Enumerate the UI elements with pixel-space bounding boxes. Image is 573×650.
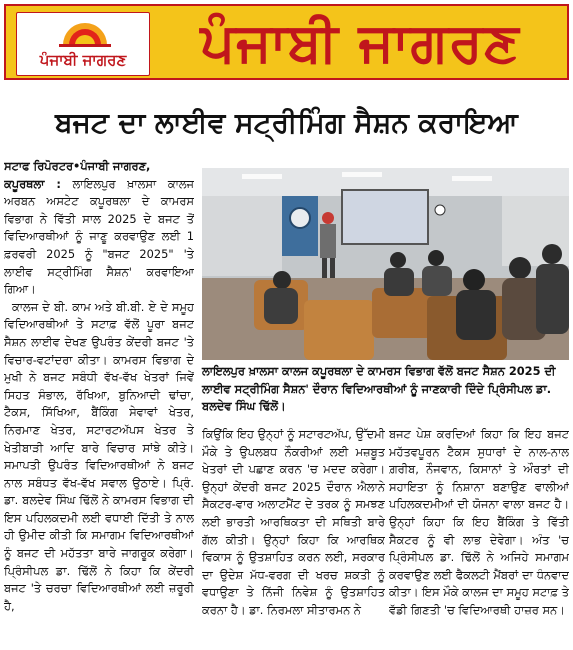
article-column-3 <box>389 426 569 648</box>
photo-caption: ਲਾਇਲਪੁਰ ਖ਼ਾਲਸਾ ਕਾਲਜ ਕਪੂਰਥਲਾ ਦੇ ਕਾਮਰਸ ਵਿਭਾਗ ਵੱਲੋਂ ਬਜਟ ਸੈਸ਼ਨ 2025 ਦੀ ਲਾਈਵ ਸਟ੍ਰੀਮਿੰਗ ਸੈਸ਼ਨ' ਦੌਰਾਨ ਵਿਦਿਆਰਥੀਆਂ ਨੂੰ ਜਾਣਕਾਰੀ ਦਿੰਦੇ ਪ੍ਰਿੰਸੀਪਲ ਡਾ. ਬਲਦੇਵ ਸਿੰਘ ਢਿੱਲੋਂ। <box>202 364 556 413</box>
lecture-hall-illustration <box>202 168 569 360</box>
first-paragraph <box>4 176 194 299</box>
event-photo <box>202 168 569 360</box>
byline: ਸਟਾਫ ਰਿਪੋਰਟਰ•ਪੰਜਾਬੀ ਜਾਗਰਣ, <box>4 159 151 173</box>
article-column-2 <box>202 426 385 648</box>
article-column-1 <box>4 158 194 648</box>
masthead <box>4 4 569 80</box>
article-headline: ਬਜਟ ਦਾ ਲਾਈਵ ਸਟ੍ਰੀਮਿੰਗ ਸੈਸ਼ਨ ਕਰਾਇਆ <box>55 106 518 139</box>
rising-sun-icon <box>59 17 111 47</box>
newspaper-title: ਪੰਜਾਬੀ ਜਾਗਰਣ <box>200 11 520 74</box>
logo <box>16 12 150 76</box>
dateline: ਕਪੂਰਥਲਾ : <box>4 176 61 191</box>
column-3-text: ਬਜਟ ਪੇਸ਼ ਕਰਦਿਆਂ ਕਿਹਾ ਕਿ ਇਹ ਬਜਟ ਮਹੱਤਵਪੂਰਨ ਟੈਕਸ ਸੁਧਾਰਾਂ ਦੇ ਨਾਲ-ਨਾਲ ਗ਼ਰੀਬ, ਨੌਜਵਾਨ, ਕਿਸਾਨਾਂ ਤੇ ਔਰਤਾਂ ਦੀ ਸਹਾਇਤਾ ਨੂੰ ਨਿਸ਼ਾਨਾ ਬਣਾਉਣ ਵਾਲੀਆਂ ਪਹਿਲਕਦਮੀਆਂ ਦੀ ਯੋਜਨਾ ਵਾਲਾ ਬਜਟ ਹੈ। ਉਨ੍ਹਾਂ ਕਿਹਾ ਕਿ ਇਹ ਬੈਂਕਿੰਗ ਤੇ ਵਿੱਤੀ ਸੈਕਟਰ ਨੂੰ ਵੀ ਲਾਭ ਦੇਵੇਗਾ। ਅੰਤ 'ਚ ਪ੍ਰਿੰਸੀਪਲ ਡਾ. ਢਿੱਲੋਂ ਨੇ ਅਜਿਹੇ ਸਮਾਗਮ ਕਰਵਾਉਣ ਲਈ ਫੈਕਲਟੀ ਮੈਂਬਰਾਂ ਦਾ ਧੰਨਵਾਦ ਕੀਤਾ। ਇਸ ਮੌਕੇ ਕਾਲਜ ਦਾ ਸਮੂਹ ਸਟਾਫ਼ ਤੇ ਵੱਡੀ ਗਿਣਤੀ 'ਚ ਵਿਦਿਆਰਥੀ ਹਾਜ਼ਰ ਸਨ। <box>389 427 569 617</box>
logo-text: ਪੰਜਾਬੀ ਜਾਗਰਣ <box>39 51 127 69</box>
paragraph-1-text: ਲਾਇਲਪੁਰ ਖ਼ਾਲਸਾ ਕਾਲਜ ਅਰਬਨ ਅਸਟੇਟ ਕਪੂਰਥਲਾ ਦੇ ਕਾਮਰਸ ਵਿਭਾਗ ਨੇ ਵਿੱਤੀ ਸਾਲ 2025 ਦੇ ਬਜਟ ਤੋਂ ਵਿਦਿਆਰਥੀਆਂ ਨੂੰ ਜਾਣੂ ਕਰਵਾਉਣ ਲਈ 1 ਫ਼ਰਵਰੀ 2025 ਨੂੰ "ਬਜਟ 2025" 'ਤੇ ਲਾਈਵ ਸਟ੍ਰੀਮਿੰਗ ਸੈਸ਼ਨ' ਕਰਵਾਇਆ ਗਿਆ। <box>4 176 194 297</box>
column-2-text: ਕਿਉਂਕਿ ਇਹ ਉਨ੍ਹਾਂ ਨੂੰ ਸਟਾਰਟਅੱਪ, ਉੱਦਮੀ ਮੌਕੇ ਤੇ ਉਪਲਬਧ ਨੌਕਰੀਆਂ ਲਈ ਮਜ਼ਬੂਤ ਖੇਤਰਾਂ ਦੀ ਪਛਾਣ ਕਰਨ 'ਚ ਮਦਦ ਕਰੇਗਾ। ਉਨ੍ਹਾਂ ਕੇਂਦਰੀ ਬਜਟ 2025 ਦੌਰਾਨ ਐਲਾਨੇ ਸੈਕਟਰ-ਵਾਰ ਅਲਾਟਮੈਂਟ ਦੇ ਤਰਕ ਨੂੰ ਸਮਝਣ ਲਈ ਭਾਰਤੀ ਆਰਥਿਕਤਾ ਦੀ ਸਥਿਤੀ ਬਾਰੇ ਗੱਲ ਕੀਤੀ। ਉਨ੍ਹਾਂ ਕਿਹਾ ਕਿ ਆਰਥਿਕ ਵਿਕਾਸ ਨੂੰ ਉਤਸ਼ਾਹਿਤ ਕਰਨ ਲਈ, ਸਰਕਾਰ ਦਾ ਉਦੇਸ਼ ਮੱਧ-ਵਰਗ ਦੀ ਖਰਚ ਸ਼ਕਤੀ ਨੂੰ ਵਧਾਉਣਾ ਤੇ ਨਿੱਜੀ ਨਿਵੇਸ਼ ਨੂੰ ਉਤਸ਼ਾਹਿਤ ਕਰਨਾ ਹੈ। ਡਾ. ਨਿਰਮਲਾ ਸੀਤਾਰਮਨ ਨੇ <box>202 427 385 617</box>
paragraph-2: ਕਾਲਜ ਦੇ ਬੀ. ਕਾਮ ਅਤੇ ਬੀ.ਬੀ. ਏ ਦੇ ਸਮੂਹ ਵਿਦਿਆਰਥੀਆਂ ਤੇ ਸਟਾਫ਼ ਵੱਲੋਂ ਪੂਰਾ ਬਜਟ ਸੈਸ਼ਨ ਲਾਈਵ ਦੇਖਣ ਉਪਰੰਤ ਕੇਂਦਰੀ ਬਜਟ 'ਤੇ ਵਿਚਾਰ-ਵਟਾਂਦਰਾ ਕੀਤਾ। ਕਾਮਰਸ ਵਿਭਾਗ ਦੇ ਮੁਖੀ ਨੇ ਬਜਟ ਸਬੰਧੀ ਵੱਖ-ਵੱਖ ਖੇਤਰਾਂ ਜਿਵੇਂ ਸਿਹਤ ਸੰਭਾਲ, ਰੱਖਿਆ, ਬੁਨਿਆਦੀ ਢਾਂਚਾ, ਟੈਕਸ, ਸਿੱਖਿਆ, ਬੈਂਕਿੰਗ ਸੇਵਾਵਾਂ ਖੇਤਰ, ਨਿਰਮਾਣ ਖੇਤਰ, ਸਟਾਰਟਅੱਪਸ ਖੇਤਰ ਤੇ ਖੇਤੀਬਾੜੀ ਆਦਿ ਬਾਰੇ ਵਿਚਾਰ ਸਾਂਝੇ ਕੀਤੇ। ਸਮਾਪਤੀ ਉਪਰੰਤ ਵਿਦਿਆਰਥੀਆਂ ਨੇ ਬਜਟ ਨਾਲ ਸਬੰਧਤ ਵੱਖ-ਵੱਖ ਸਵਾਲ ਉਠਾਏ। ਪ੍ਰਿੰ. ਡਾ. ਬਲਦੇਵ ਸਿੰਘ ਢਿੱਲੋਂ ਨੇ ਕਾਮਰਸ ਵਿਭਾਗ ਦੀ ਇਸ ਪਹਿਲਕਦਮੀ ਲਈ ਵਧਾਈ ਦਿੱਤੀ ਤੇ ਨਾਲ ਹੀ ਉਮੀਦ ਕੀਤੀ ਕਿ ਸਮਾਗਮ ਵਿਦਿਆਰਥੀਆਂ ਨੂੰ ਬਜਟ ਦੀ ਮਹੱਤਤਾ ਬਾਰੇ ਜਾਗਰੂਕ ਕਰੇਗਾ। ਪ੍ਰਿੰਸੀਪਲ ਡਾ. ਢਿੱਲੋਂ ਨੇ ਕਿਹਾ ਕਿ ਕੇਂਦਰੀ ਬਜਟ 'ਤੇ ਚਰਚਾ ਵਿਦਿਆਰਥੀਆਂ ਲਈ ਜ਼ਰੂਰੀ ਹੈ, <box>4 299 194 613</box>
